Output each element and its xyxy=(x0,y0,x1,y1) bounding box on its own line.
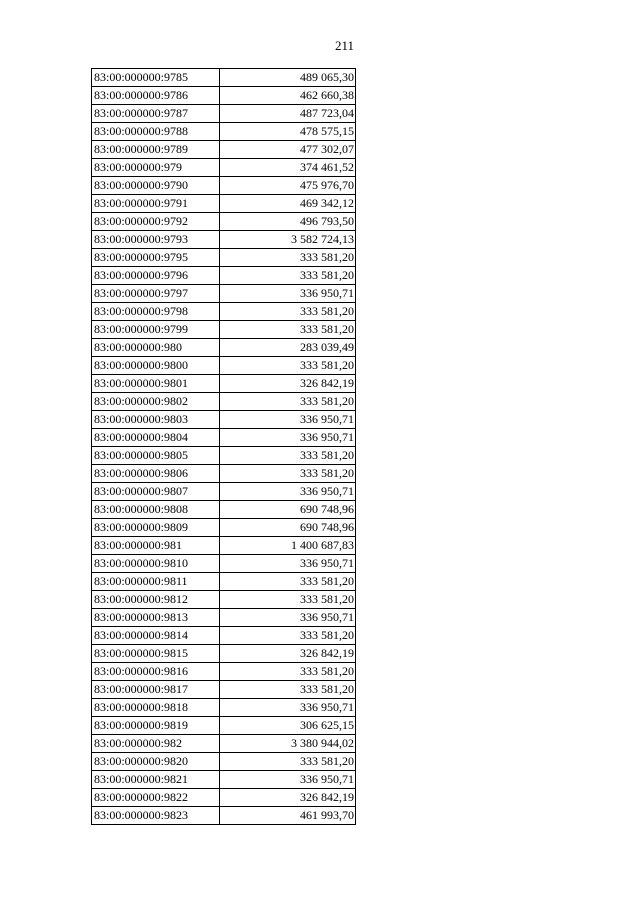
cadastral-value-cell: 336 950,71 xyxy=(220,285,356,303)
cadastral-value-cell: 475 976,70 xyxy=(220,177,356,195)
cadastral-number-cell: 83:00:000000:9804 xyxy=(92,429,220,447)
table-row xyxy=(92,411,356,429)
cadastral-number-cell: 83:00:000000:9821 xyxy=(92,771,220,789)
cadastral-value-cell: 477 302,07 xyxy=(220,141,356,159)
table-row xyxy=(92,213,356,231)
cadastral-value-cell: 333 581,20 xyxy=(220,267,356,285)
table-row xyxy=(92,177,356,195)
cadastral-number-cell: 83:00:000000:9810 xyxy=(92,555,220,573)
cadastral-value-cell: 333 581,20 xyxy=(220,393,356,411)
cadastral-value-cell: 336 950,71 xyxy=(220,483,356,501)
table-row xyxy=(92,753,356,771)
cadastral-value-cell: 489 065,30 xyxy=(220,69,356,87)
table-row xyxy=(92,339,356,357)
cadastral-value-cell: 333 581,20 xyxy=(220,663,356,681)
cadastral-number-cell: 83:00:000000:9819 xyxy=(92,717,220,735)
table-row xyxy=(92,231,356,249)
table-row xyxy=(92,375,356,393)
table-row xyxy=(92,249,356,267)
table-row xyxy=(92,105,356,123)
cadastral-value-cell: 333 581,20 xyxy=(220,447,356,465)
cadastral-value-cell: 333 581,20 xyxy=(220,303,356,321)
cadastral-value-cell: 336 950,71 xyxy=(220,411,356,429)
cadastral-value-cell: 336 950,71 xyxy=(220,555,356,573)
table-row xyxy=(92,717,356,735)
table-row xyxy=(92,537,356,555)
cadastral-value-cell: 333 581,20 xyxy=(220,321,356,339)
cadastral-number-cell: 83:00:000000:9790 xyxy=(92,177,220,195)
cadastral-value-cell: 326 842,19 xyxy=(220,645,356,663)
cadastral-number-cell: 83:00:000000:9795 xyxy=(92,249,220,267)
table-row xyxy=(92,447,356,465)
table-row xyxy=(92,681,356,699)
cadastral-number-cell: 83:00:000000:9807 xyxy=(92,483,220,501)
cadastral-number-cell: 83:00:000000:9814 xyxy=(92,627,220,645)
cadastral-value-cell: 374 461,52 xyxy=(220,159,356,177)
cadastral-number-cell: 83:00:000000:9791 xyxy=(92,195,220,213)
table-row xyxy=(92,645,356,663)
cadastral-number-cell: 83:00:000000:9799 xyxy=(92,321,220,339)
cadastral-value-cell: 3 582 724,13 xyxy=(220,231,356,249)
cadastral-number-cell: 83:00:000000:9785 xyxy=(92,69,220,87)
cadastral-value-cell: 333 581,20 xyxy=(220,465,356,483)
table-row xyxy=(92,555,356,573)
cadastral-value-cell: 336 950,71 xyxy=(220,609,356,627)
cadastral-value-cell: 333 581,20 xyxy=(220,591,356,609)
page-number: 211 xyxy=(334,38,354,53)
cadastral-value-cell: 336 950,71 xyxy=(220,429,356,447)
cadastral-number-cell: 83:00:000000:9802 xyxy=(92,393,220,411)
cadastral-value-cell: 326 842,19 xyxy=(220,789,356,807)
cadastral-value-cell: 461 993,70 xyxy=(220,807,356,825)
cadastral-number-cell: 83:00:000000:981 xyxy=(92,537,220,555)
table-row xyxy=(92,303,356,321)
cadastral-value-cell: 478 575,15 xyxy=(220,123,356,141)
cadastral-value-cell: 326 842,19 xyxy=(220,375,356,393)
table-row xyxy=(92,699,356,717)
cadastral-number-cell: 83:00:000000:9818 xyxy=(92,699,220,717)
cadastral-number-cell: 83:00:000000:9805 xyxy=(92,447,220,465)
cadastral-number-cell: 83:00:000000:9803 xyxy=(92,411,220,429)
cadastral-value-cell: 3 380 944,02 xyxy=(220,735,356,753)
cadastral-value-cell: 306 625,15 xyxy=(220,717,356,735)
cadastral-number-cell: 83:00:000000:9815 xyxy=(92,645,220,663)
table-row xyxy=(92,195,356,213)
table-row xyxy=(92,69,356,87)
cadastral-number-cell: 83:00:000000:9809 xyxy=(92,519,220,537)
table-row xyxy=(92,735,356,753)
table-row xyxy=(92,591,356,609)
table-row xyxy=(92,501,356,519)
table-row xyxy=(92,267,356,285)
table-row xyxy=(92,159,356,177)
cadastral-number-cell: 83:00:000000:982 xyxy=(92,735,220,753)
cadastral-number-cell: 83:00:000000:9789 xyxy=(92,141,220,159)
cadastral-number-cell: 83:00:000000:9823 xyxy=(92,807,220,825)
cadastral-number-cell: 83:00:000000:9798 xyxy=(92,303,220,321)
table-row xyxy=(92,465,356,483)
cadastral-number-cell: 83:00:000000:9786 xyxy=(92,87,220,105)
cadastral-number-cell: 83:00:000000:9797 xyxy=(92,285,220,303)
cadastral-number-cell: 83:00:000000:9813 xyxy=(92,609,220,627)
cadastral-value-cell: 690 748,96 xyxy=(220,501,356,519)
cadastral-value-cell: 496 793,50 xyxy=(220,213,356,231)
cadastral-number-cell: 83:00:000000:9792 xyxy=(92,213,220,231)
cadastral-number-cell: 83:00:000000:9800 xyxy=(92,357,220,375)
cadastral-number-cell: 83:00:000000:9822 xyxy=(92,789,220,807)
table-row xyxy=(92,483,356,501)
cadastral-number-cell: 83:00:000000:9806 xyxy=(92,465,220,483)
cadastral-value-cell: 333 581,20 xyxy=(220,681,356,699)
table-row xyxy=(92,141,356,159)
cadastral-number-cell: 83:00:000000:9812 xyxy=(92,591,220,609)
cadastral-number-cell: 83:00:000000:9816 xyxy=(92,663,220,681)
cadastral-number-cell: 83:00:000000:9793 xyxy=(92,231,220,249)
cadastral-number-cell: 83:00:000000:9808 xyxy=(92,501,220,519)
cadastral-number-cell: 83:00:000000:980 xyxy=(92,339,220,357)
table-body xyxy=(92,69,356,825)
cadastral-value-cell: 333 581,20 xyxy=(220,753,356,771)
table-row xyxy=(92,807,356,825)
cadastral-value-cell: 336 950,71 xyxy=(220,699,356,717)
cadastral-value-cell: 333 581,20 xyxy=(220,357,356,375)
table-row xyxy=(92,789,356,807)
cadastral-value-table xyxy=(91,68,356,825)
table-row xyxy=(92,771,356,789)
table-row xyxy=(92,573,356,591)
cadastral-value-cell: 333 581,20 xyxy=(220,249,356,267)
cadastral-value-cell: 333 581,20 xyxy=(220,627,356,645)
cadastral-number-cell: 83:00:000000:979 xyxy=(92,159,220,177)
table-row xyxy=(92,321,356,339)
table-row xyxy=(92,123,356,141)
cadastral-value-cell: 333 581,20 xyxy=(220,573,356,591)
cadastral-value-cell: 1 400 687,83 xyxy=(220,537,356,555)
table-row xyxy=(92,429,356,447)
cadastral-number-cell: 83:00:000000:9796 xyxy=(92,267,220,285)
cadastral-number-cell: 83:00:000000:9820 xyxy=(92,753,220,771)
table-row xyxy=(92,393,356,411)
table-row xyxy=(92,285,356,303)
table-row xyxy=(92,357,356,375)
cadastral-value-cell: 462 660,38 xyxy=(220,87,356,105)
cadastral-value-cell: 336 950,71 xyxy=(220,771,356,789)
cadastral-value-cell: 487 723,04 xyxy=(220,105,356,123)
cadastral-number-cell: 83:00:000000:9811 xyxy=(92,573,220,591)
table-row xyxy=(92,609,356,627)
cadastral-number-cell: 83:00:000000:9787 xyxy=(92,105,220,123)
cadastral-number-cell: 83:00:000000:9817 xyxy=(92,681,220,699)
table-row xyxy=(92,519,356,537)
cadastral-value-cell: 690 748,96 xyxy=(220,519,356,537)
table-row xyxy=(92,627,356,645)
table-row xyxy=(92,663,356,681)
cadastral-value-cell: 469 342,12 xyxy=(220,195,356,213)
table-row xyxy=(92,87,356,105)
cadastral-number-cell: 83:00:000000:9801 xyxy=(92,375,220,393)
cadastral-number-cell: 83:00:000000:9788 xyxy=(92,123,220,141)
cadastral-value-cell: 283 039,49 xyxy=(220,339,356,357)
